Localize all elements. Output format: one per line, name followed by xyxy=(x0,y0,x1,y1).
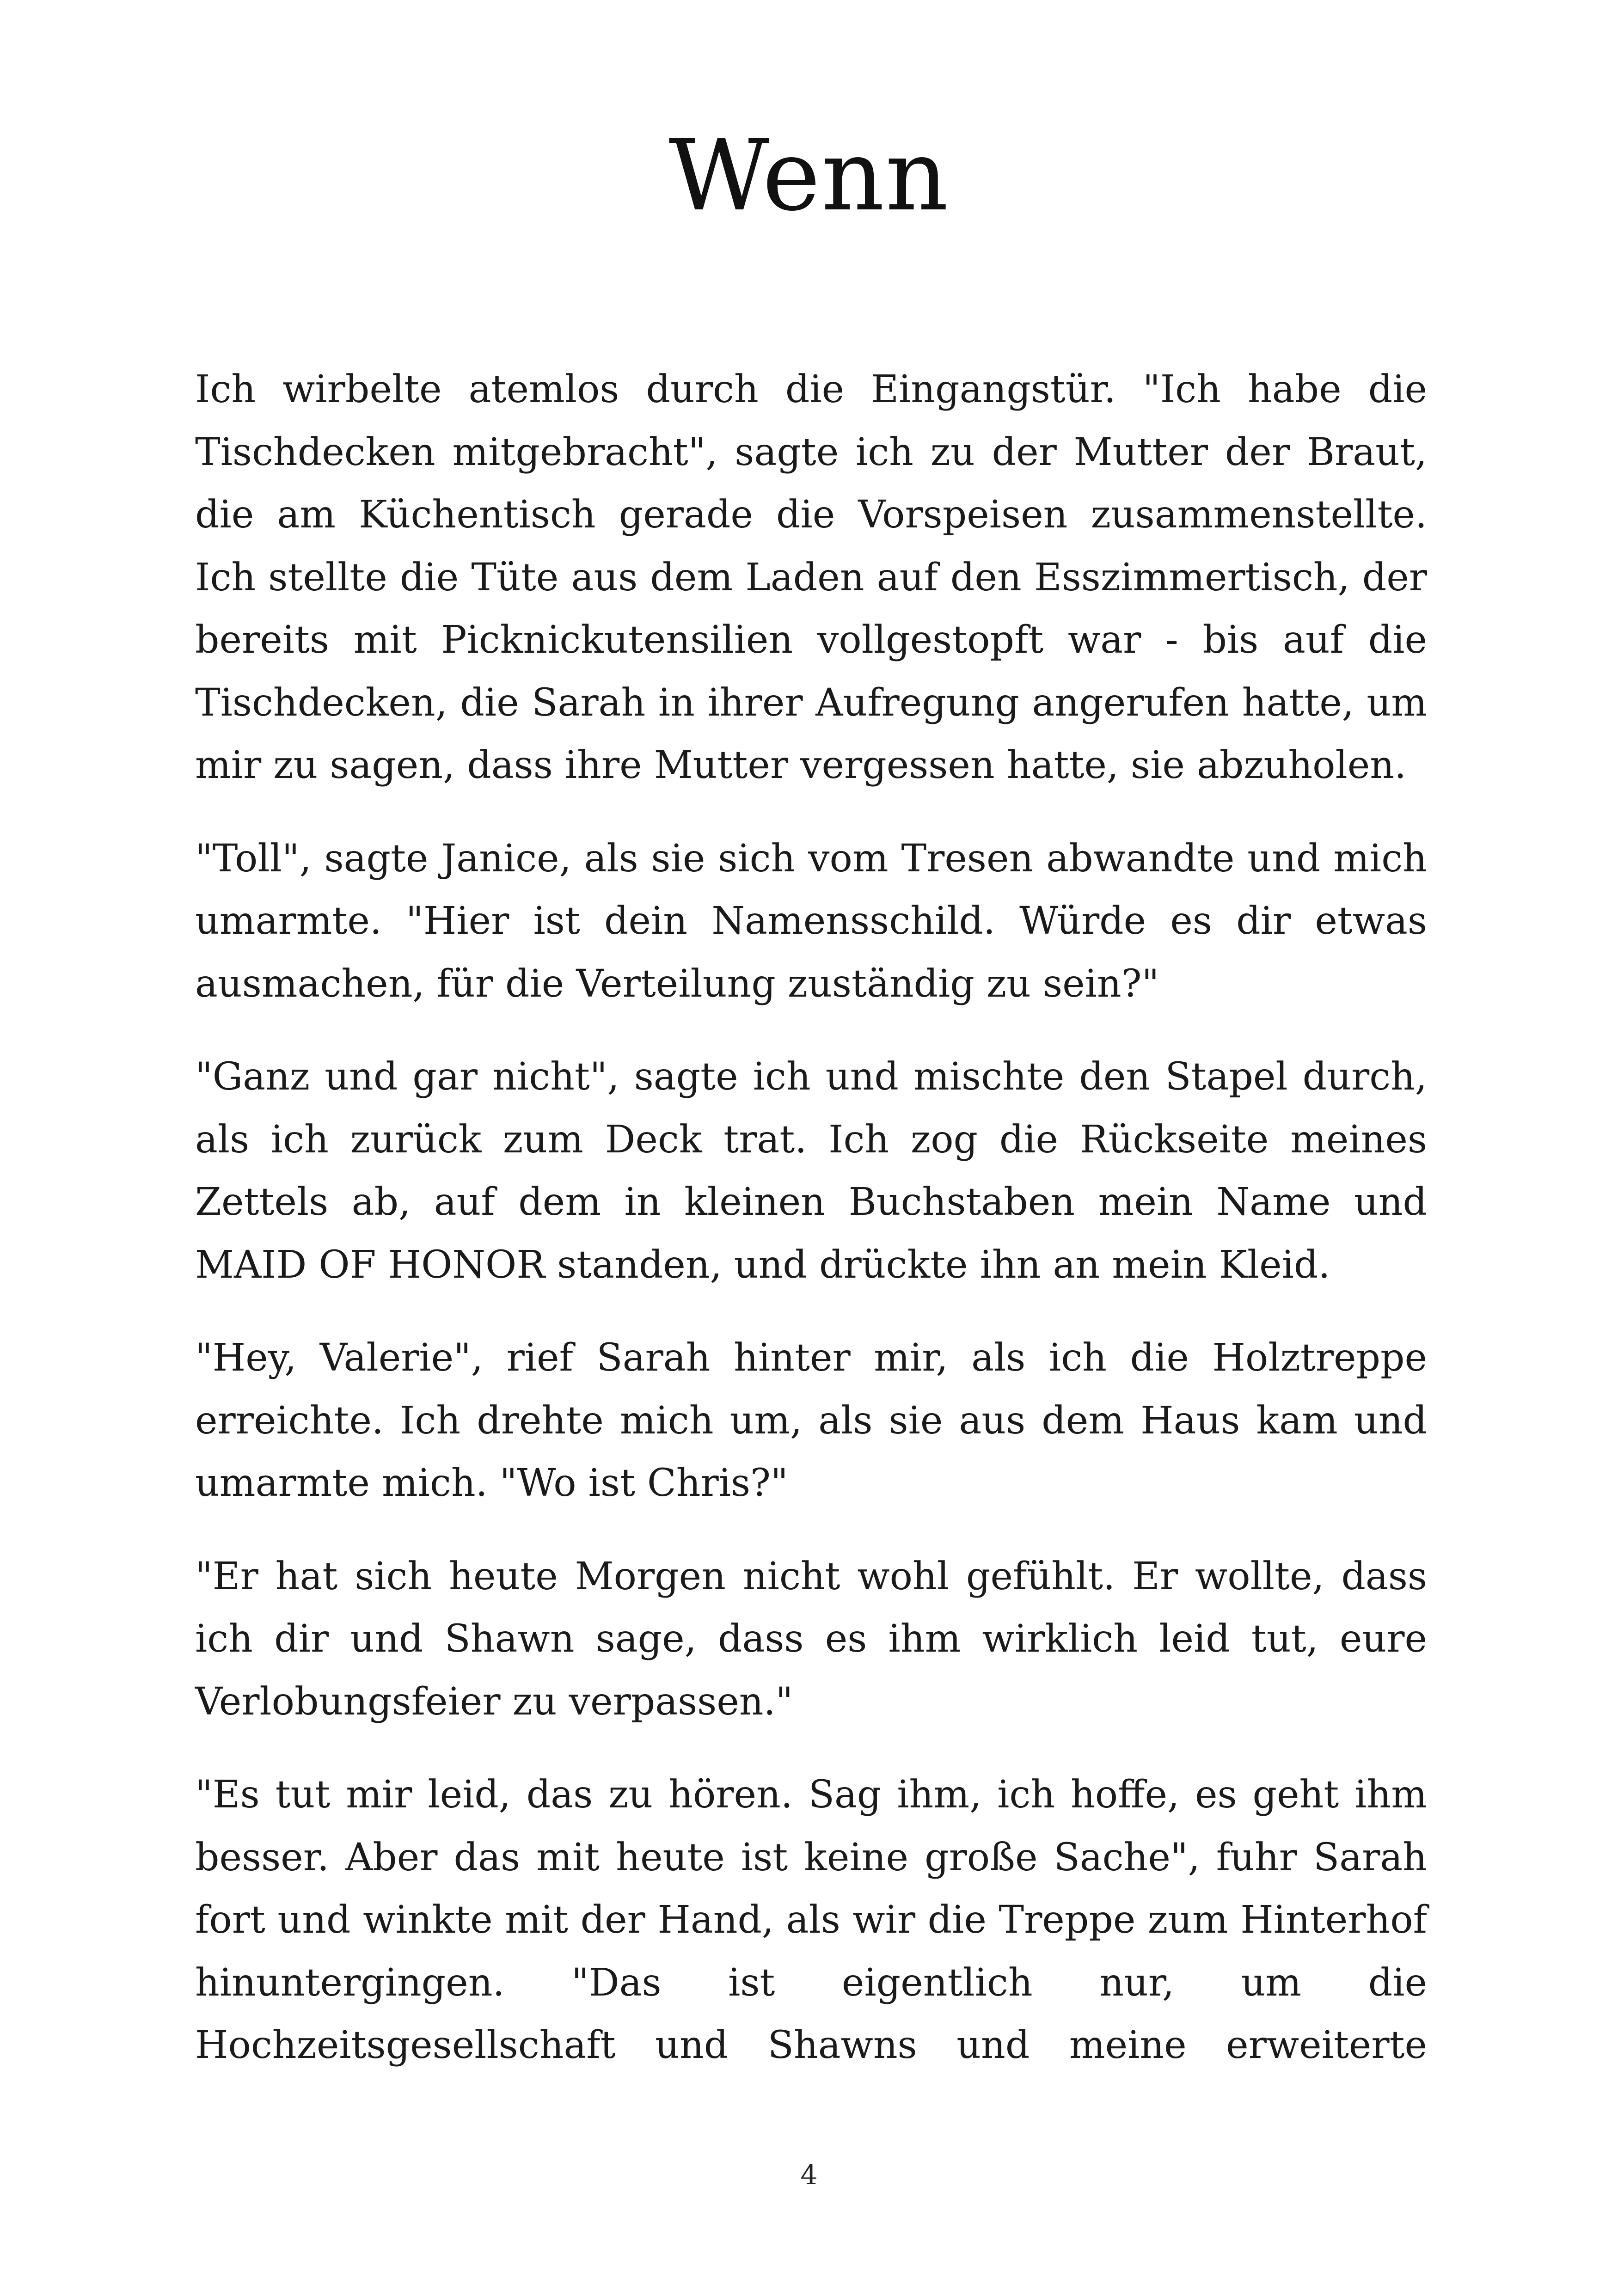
page-number: 4 xyxy=(800,2159,818,2191)
paragraph: Ich wirbelte atemlos durch die Eingangstür. "Ich habe die Tischdecken mitgebracht", sagte ich zu der Mutter der Braut, die am Küchentisch gerade die Vorspeisen zusammenstellte. Ich stellte die Tüte aus dem Laden auf den Esszimmertisch, der bereits mit Picknickutensilien vollgestopft war - bis auf die Tischdecken, die Sarah in ihrer Aufregung angerufen hatte, um mir zu sagen, dass ihre Mutter vergessen hatte, sie abzuholen. xyxy=(195,367,1427,787)
paragraph: "Es tut mir leid, das zu hören. Sag ihm, ich hoffe, es geht ihm besser. Aber das mit heute ist keine große Sache", fuhr Sarah fort und winkte mit der Hand, als wir die Treppe zum Hinterhof hinuntergingen. "Das ist eigentlich nur, um die Hochzeitsgesellschaft und Shawns und meine erweiterte xyxy=(195,1773,1427,2067)
chapter-title: Wenn xyxy=(668,118,950,233)
paragraph: "Ganz und gar nicht", sagte ich und mischte den Stapel durch, als ich zurück zum Deck trat. Ich zog die Rückseite meines Zettels ab, auf dem in kleinen Buchstaben mein Name und MAID OF HONOR standen, und drückte ihn an mein Kleid. xyxy=(195,1055,1427,1287)
paragraph: "Er hat sich heute Morgen nicht wohl gefühlt. Er wollte, dass ich dir und Shawn sage, dass es ihm wirklich leid tut, eure Verlobungsfeier zu verpassen." xyxy=(195,1554,1427,1724)
paragraph: "Toll", sagte Janice, als sie sich vom Tresen abwandte und mich umarmte. "Hier ist dein Namensschild. Würde es dir etwas ausmachen, für die Verteilung zuständig zu sein?" xyxy=(195,836,1427,1006)
body-text xyxy=(195,358,1427,2107)
paragraph: "Hey, Valerie", rief Sarah hinter mir, als ich die Holztreppe erreichte. Ich drehte mich um, als sie aus dem Haus kam und umarmte mich. "Wo ist Chris?" xyxy=(195,1336,1427,1505)
